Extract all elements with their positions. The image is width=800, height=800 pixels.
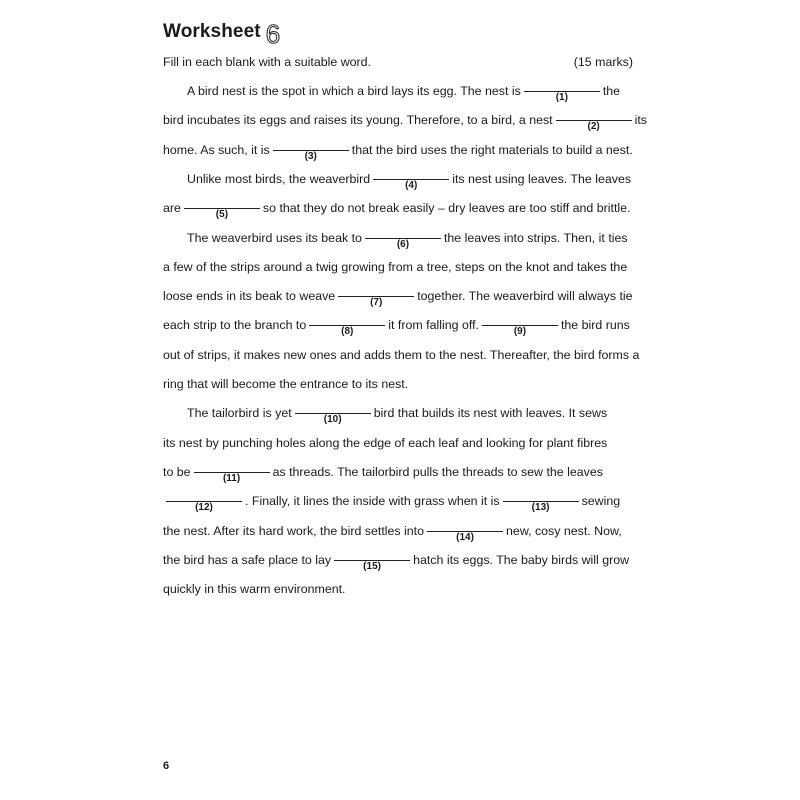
- passage-text: bird incubates its eggs and raises its young. Therefore, to a bird, a nest: [163, 113, 553, 128]
- passage-text: Unlike most birds, the weaverbird: [187, 171, 371, 186]
- passage-line: [163, 373, 408, 395]
- answer-blank[interactable]: [338, 282, 414, 309]
- passage-line: [163, 197, 631, 219]
- blank-number-label: (12): [195, 502, 213, 514]
- answer-blank[interactable]: [524, 77, 600, 103]
- answer-blank[interactable]: [365, 224, 441, 250]
- passage-line: [163, 256, 627, 278]
- blank-number-label: (3): [304, 150, 317, 162]
- blank-number-label: (13): [531, 502, 550, 514]
- passage-line: [163, 490, 620, 512]
- passage-line: [163, 109, 647, 131]
- passage-text: to be: [163, 464, 191, 479]
- blank-number-label: (1): [555, 92, 568, 103]
- passage-text: hatch its eggs. The baby birds will grow: [413, 552, 630, 567]
- passage-text: new, cosy nest. Now,: [506, 523, 622, 538]
- instruction-row: [163, 55, 633, 69]
- passage-line: [163, 520, 622, 542]
- answer-blank[interactable]: [427, 517, 503, 543]
- answer-blank[interactable]: [166, 487, 242, 514]
- passage-line: [187, 227, 628, 249]
- passage-text: The weaverbird uses its beak to: [187, 230, 362, 245]
- passage-text: home. As such, it is: [163, 142, 270, 157]
- passage-text: together. The weaverbird will always tie: [417, 289, 633, 304]
- passage-text: a few of the strips around a twig growing from a tree, steps on the knot and takes the: [163, 259, 628, 274]
- passage-line: [187, 168, 631, 190]
- passage-line: [163, 549, 629, 571]
- blank-number-label: (4): [405, 179, 418, 191]
- blank-number-label: (9): [513, 326, 527, 338]
- blank-number-label: (15): [363, 560, 381, 572]
- passage-line: [163, 461, 603, 483]
- page-number: 6: [163, 760, 170, 772]
- passage-text: bird that builds its nest with leaves. It sews: [373, 406, 608, 421]
- instruction-text: Fill in each blank with a suitable word.: [163, 55, 371, 69]
- marks-label: (15 marks): [573, 55, 633, 69]
- passage-text: its nest by punching holes along the edge of each leaf and looking for plant fibres: [163, 435, 608, 450]
- passage-line: [163, 432, 607, 454]
- passage-text: out of strips, it makes new ones and adds them to the nest. Thereafter, the bird forms a: [163, 347, 640, 362]
- passage-text: ring that will become the entrance to its nest.: [163, 377, 409, 391]
- blank-number-label: (5): [215, 209, 229, 221]
- answer-blank[interactable]: [273, 136, 349, 162]
- passage-line: [163, 139, 633, 161]
- answer-blank[interactable]: [373, 165, 449, 191]
- passage-line: [163, 578, 345, 600]
- passage-text: the bird has a safe place to lay: [163, 552, 332, 567]
- blank-number-label: (10): [323, 414, 342, 426]
- passage-text: are: [163, 201, 181, 216]
- passage-line: [187, 402, 607, 424]
- blank-number-label: (8): [341, 326, 354, 338]
- passage-line: [163, 314, 630, 336]
- passage-text: . Finally, it lines the inside with grass when it is: [245, 494, 500, 509]
- passage-text: quickly in this warm environment.: [163, 582, 346, 597]
- passage-text: so that they do not break easily – dry leaves are too stiff and brittle.: [262, 201, 631, 216]
- answer-blank[interactable]: [184, 194, 260, 221]
- blank-number-label: (2): [587, 121, 600, 133]
- passage-text: that the bird uses the right materials to build a nest.: [351, 142, 633, 157]
- answer-blank[interactable]: [556, 106, 632, 133]
- passage-text: as threads. The tailorbird pulls the threads to sew the leaves: [272, 464, 603, 479]
- answer-blank[interactable]: [295, 399, 371, 426]
- passage-text: the bird runs: [560, 318, 630, 333]
- passage-text: The tailorbird is yet: [187, 406, 292, 421]
- blank-number-label: (14): [456, 531, 474, 543]
- passage-text: the leaves into strips. Then, it ties: [443, 230, 628, 245]
- passage-text: the nest. After its hard work, the bird settles into: [163, 523, 425, 538]
- answer-blank[interactable]: [194, 458, 270, 484]
- passage-line: [163, 285, 633, 307]
- passage-text: each strip to the branch to: [163, 318, 307, 333]
- worksheet-title: [163, 19, 281, 49]
- answer-blank[interactable]: [309, 311, 385, 338]
- blank-number-label: (7): [370, 297, 383, 309]
- passage-text: its nest using leaves. The leaves: [452, 171, 632, 186]
- passage-text: the: [602, 84, 621, 98]
- passage-text: A bird nest is the spot in which a bird lays its egg. The nest is: [187, 84, 521, 98]
- passage-text: it from falling off.: [388, 318, 479, 333]
- worksheet-number: 6: [265, 19, 281, 49]
- passage-line: [187, 80, 620, 102]
- blank-number-label: (11): [222, 472, 241, 484]
- passage-text: loose ends in its beak to weave: [163, 289, 336, 304]
- blank-number-label: (6): [396, 238, 410, 250]
- answer-blank[interactable]: [482, 311, 558, 338]
- passage-text: its: [634, 113, 648, 128]
- passage-line: [163, 344, 639, 366]
- worksheet-title-text: Worksheet: [163, 21, 261, 42]
- answer-blank[interactable]: [334, 546, 410, 572]
- passage-text: sewing: [581, 494, 621, 509]
- answer-blank[interactable]: [503, 487, 579, 514]
